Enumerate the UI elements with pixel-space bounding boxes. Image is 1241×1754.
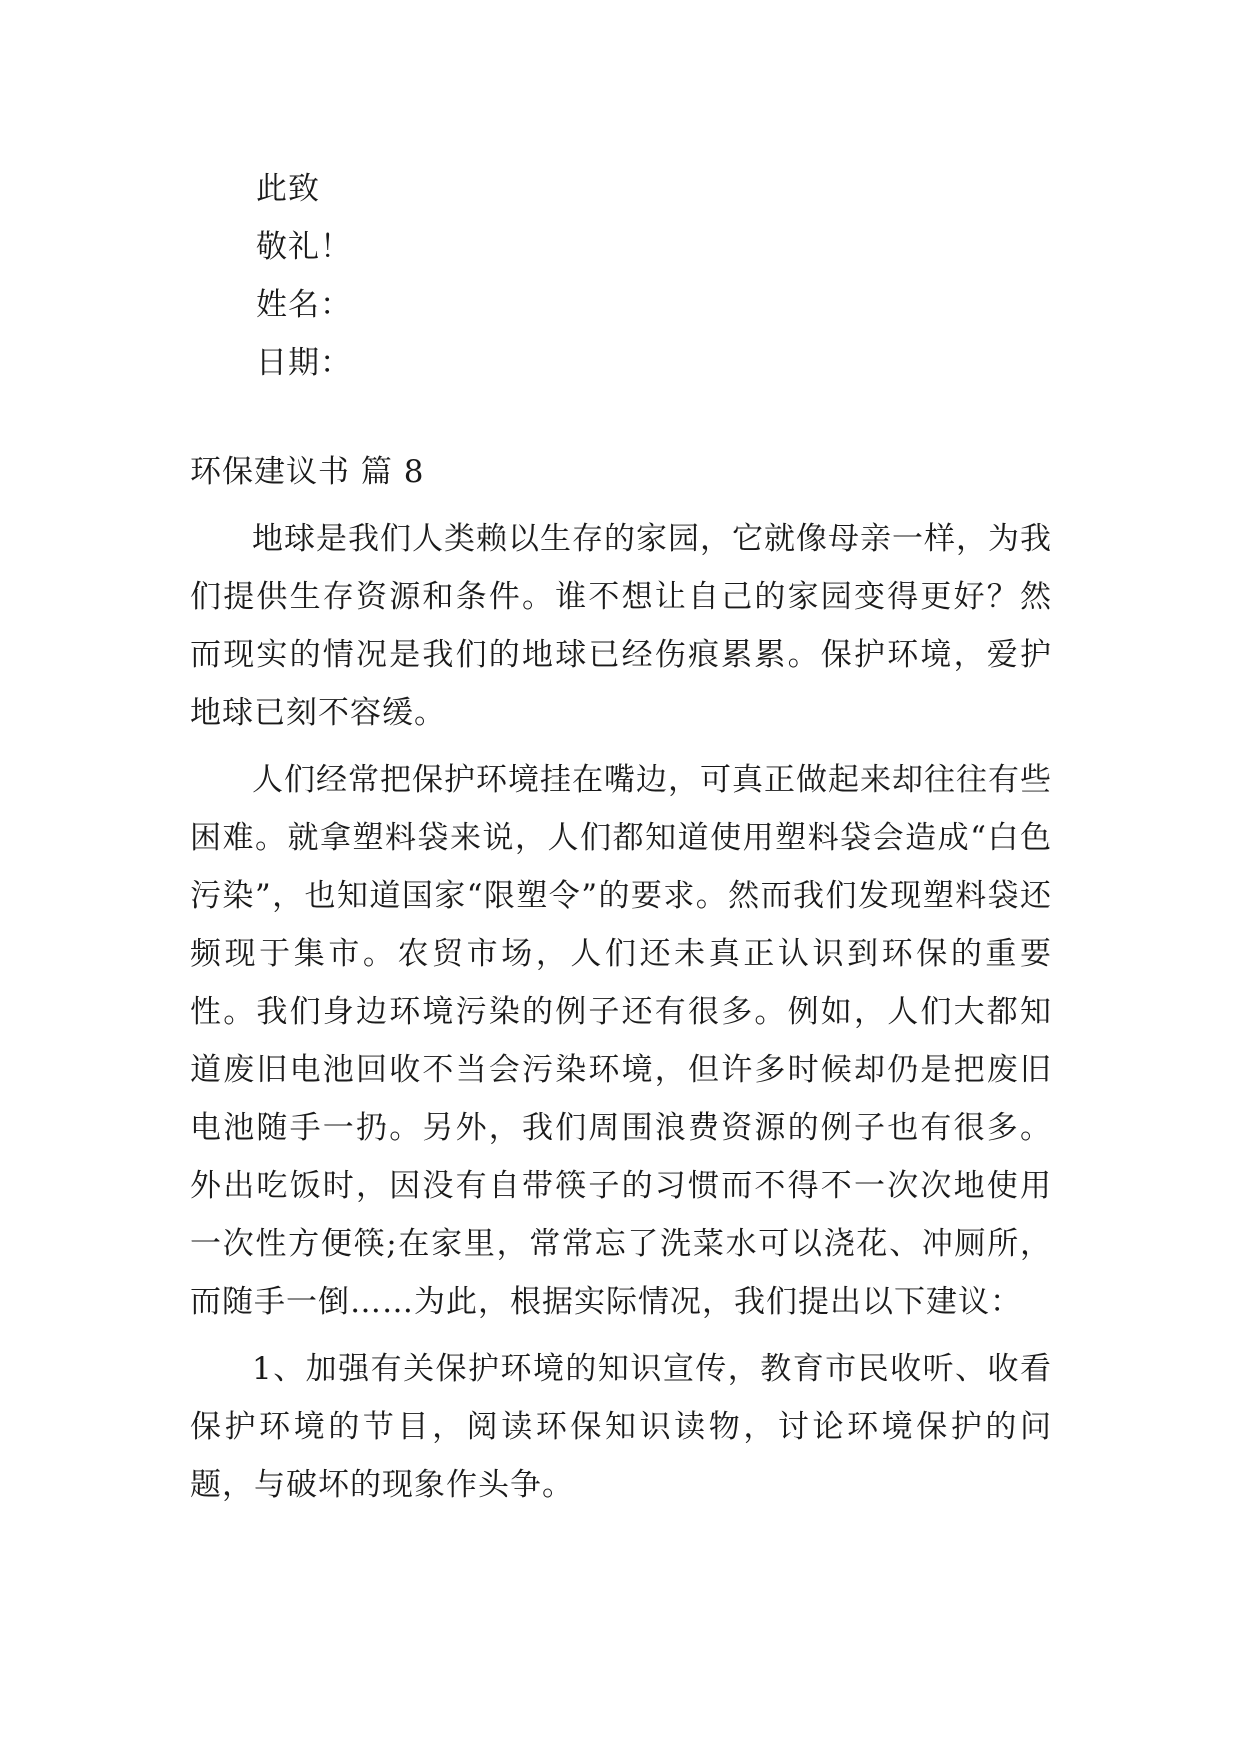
paragraph: 人们经常把保护环境挂在嘴边，可真正做起来却往往有些困难。就拿塑料袋来说，人们都知道使用塑料袋会造成“白色污染”，也知道国家“限塑令”的要求。然而我们发现塑料袋还频现于集市。农贸市场，人们还未真正认识到环保的重要性。我们身边环境污染的例子还有很多。例如，人们大都知道废旧电池回收不当会污染环境，但许多时候却仍是把废旧电池随手一扔。另外，我们周围浪费资源的例子也有很多。外出吃饭时，因没有自带筷子的习惯而不得不一次次地使用一次性方便筷;在家里，常常忘了洗菜水可以浇花、冲厕所，而随手一倒……为此，根据实际情况，我们提出以下建议： [190, 762, 1052, 1320]
paragraph: 地球是我们人类赖以生存的家园，它就像母亲一样，为我们提供生存资源和条件。谁不想让自己的家园变得更好？然而现实的情况是我们的地球已经伤痕累累。保护环境，爱护地球已刻不容缓。 [190, 521, 1052, 731]
section-heading: 环保建议书 篇 8 [190, 454, 425, 490]
letter-closing [256, 160, 352, 392]
paragraph: 1、加强有关保护环境的知识宣传，教育市民收听、收看保护环境的节目，阅读环保知识读物，讨论环境保护的问题，与破坏的现象作头争。 [190, 1351, 1052, 1503]
closing-regards: 敬礼！ [256, 229, 352, 265]
closing-name-field: 姓名： [256, 287, 352, 323]
closing-salutation: 此致 [256, 171, 320, 207]
section-body [190, 510, 1052, 1523]
closing-date-field: 日期： [256, 345, 352, 381]
